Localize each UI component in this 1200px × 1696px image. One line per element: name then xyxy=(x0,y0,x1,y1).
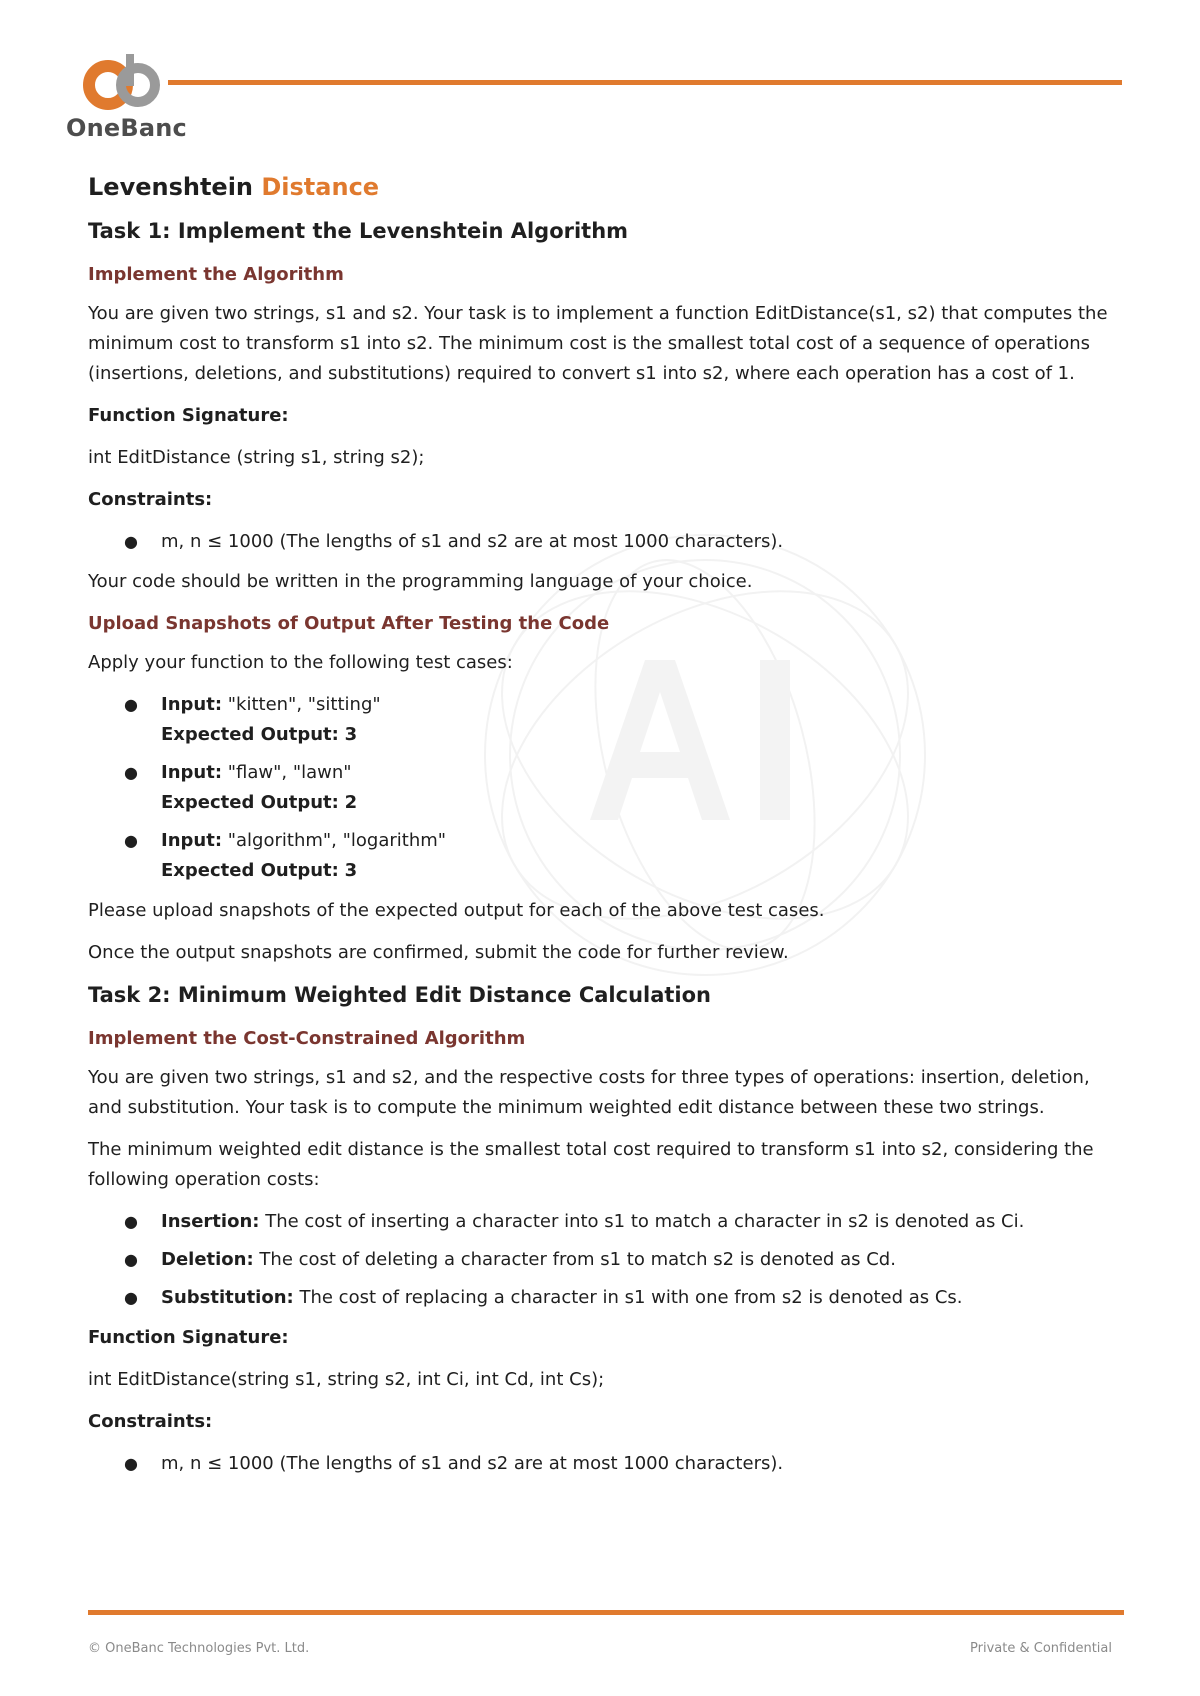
document-content xyxy=(88,172,1118,1489)
task2-signature: int EditDistance(string s1, string s2, int Ci, int Cd, int Cs); xyxy=(88,1369,605,1390)
bullet-icon: ● xyxy=(124,1454,138,1473)
task1-constraints-list xyxy=(88,527,1118,557)
operation-text: The cost of deleting a character from s1 to match s2 is denoted as Cd. xyxy=(259,1249,896,1270)
header-rule xyxy=(168,80,1122,85)
operation-cost-item xyxy=(124,1283,1118,1313)
bullet-icon: ● xyxy=(124,1212,138,1231)
task2-intro: You are given two strings, s1 and s2, and the respective costs for three types of operations: insertion, deletion, and substitution. Your task is to compute the minimum weighted edit distance between these two strings. xyxy=(88,1067,1090,1118)
test-case xyxy=(124,758,1118,818)
task2-signature-label: Function Signature: xyxy=(88,1327,289,1348)
operation-label: Deletion: xyxy=(161,1249,254,1270)
test-case xyxy=(124,690,1118,750)
input-label: Input: xyxy=(161,830,223,851)
input-label: Input: xyxy=(161,762,223,783)
task2-definition: The minimum weighted edit distance is the smallest total cost required to transform s1 into s2, considering the following operation costs: xyxy=(88,1139,1094,1190)
task1-upload-note: Please upload snapshots of the expected output for each of the above test cases. xyxy=(88,900,825,921)
test-output: 3 xyxy=(344,724,358,745)
output-label: Expected Output: xyxy=(161,792,339,813)
test-output: 3 xyxy=(344,860,358,881)
bullet-icon: ● xyxy=(124,1250,138,1269)
task1-signature-label: Function Signature: xyxy=(88,405,289,426)
onebanc-logo-mark xyxy=(82,52,162,112)
footer-copyright: © OneBanc Technologies Pvt. Ltd. xyxy=(88,1641,310,1656)
list-item xyxy=(124,1449,1118,1479)
operation-label: Substitution: xyxy=(161,1287,294,1308)
footer-rule xyxy=(88,1610,1124,1615)
logo-wordmark: OneBanc xyxy=(66,114,187,142)
operation-cost-item xyxy=(124,1245,1118,1275)
task1-constraint: m, n ≤ 1000 (The lengths of s1 and s2 are at most 1000 characters). xyxy=(161,531,784,552)
test-output: 2 xyxy=(344,792,358,813)
operation-label: Insertion: xyxy=(161,1211,260,1232)
onebanc-logo xyxy=(64,52,187,142)
bullet-icon: ● xyxy=(124,1288,138,1307)
task1-signature: int EditDistance (string s1, string s2); xyxy=(88,447,425,468)
list-item xyxy=(124,527,1118,557)
title-accent: Distance xyxy=(261,173,380,201)
task1-apply: Apply your function to the following test cases: xyxy=(88,652,513,673)
test-input: "algorithm", "logarithm" xyxy=(227,830,447,851)
task1-subheading-upload: Upload Snapshots of Output After Testing the Code xyxy=(88,613,610,634)
output-label: Expected Output: xyxy=(161,860,339,881)
operation-cost-item xyxy=(124,1207,1118,1237)
task1-confirm-note: Once the output snapshots are confirmed, submit the code for further review. xyxy=(88,942,789,963)
task1-intro: You are given two strings, s1 and s2. Your task is to implement a function EditDistance(s1, s2) that computes the minimum cost to transform s1 into s2. The minimum cost is the smallest total cost of a sequence of operations (insertions, deletions, and substitutions) required to convert s1 into s2, where each operation has a cost of 1. xyxy=(88,303,1108,384)
task1-constraints-label: Constraints: xyxy=(88,489,213,510)
task2-constraints-label: Constraints: xyxy=(88,1411,213,1432)
operation-text: The cost of inserting a character into s1 to match a character in s2 is denoted as Ci. xyxy=(265,1211,1025,1232)
test-case xyxy=(124,826,1118,886)
task2-constraints-list xyxy=(88,1449,1118,1479)
task1-language-note: Your code should be written in the programming language of your choice. xyxy=(88,571,753,592)
operation-text: The cost of replacing a character in s1 with one from s2 is denoted as Cs. xyxy=(299,1287,963,1308)
task2-constraint: m, n ≤ 1000 (The lengths of s1 and s2 are at most 1000 characters). xyxy=(161,1453,784,1474)
operation-costs-list xyxy=(88,1207,1118,1313)
page-title xyxy=(88,172,1118,202)
footer-confidential: Private & Confidential xyxy=(970,1641,1112,1656)
test-cases-list xyxy=(88,690,1118,886)
task2-subheading-implement: Implement the Cost-Constrained Algorithm xyxy=(88,1028,526,1049)
task1-heading: Task 1: Implement the Levenshtein Algorithm xyxy=(88,219,629,243)
bullet-icon: ● xyxy=(124,532,138,551)
test-input: "kitten", "sitting" xyxy=(227,694,381,715)
test-input: "flaw", "lawn" xyxy=(227,762,352,783)
bullet-icon: ● xyxy=(124,831,138,850)
bullet-icon: ● xyxy=(124,763,138,782)
title-main: Levenshtein xyxy=(88,173,254,201)
input-label: Input: xyxy=(161,694,223,715)
task2-heading: Task 2: Minimum Weighted Edit Distance Calculation xyxy=(88,983,711,1007)
task1-subheading-implement: Implement the Algorithm xyxy=(88,264,344,285)
output-label: Expected Output: xyxy=(161,724,339,745)
bullet-icon: ● xyxy=(124,695,138,714)
